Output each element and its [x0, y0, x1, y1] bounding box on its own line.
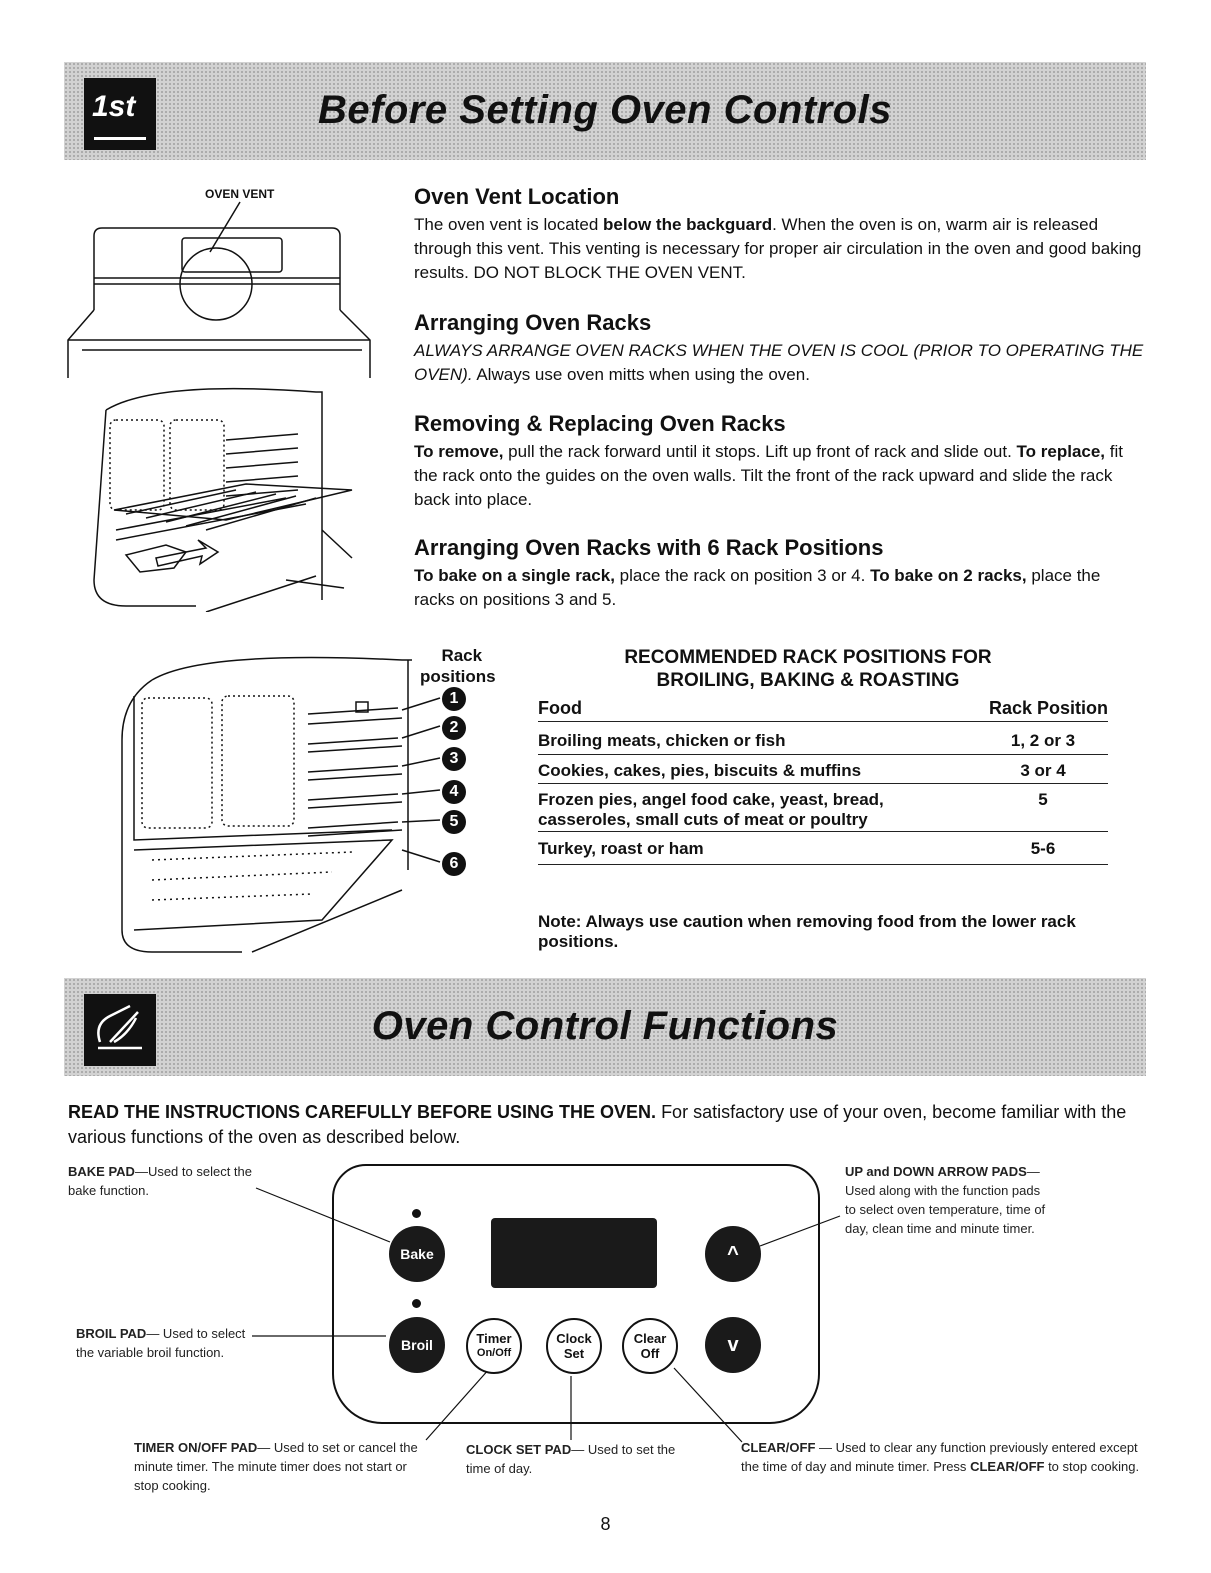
rack-label-line: positions [420, 667, 496, 686]
callout-text: — Used along with the function pads to select oven temperature, time of day, clean time and minute timer. [845, 1164, 1046, 1236]
section-body [414, 339, 1144, 387]
section-banner-before-setting [64, 62, 1146, 160]
intro-paragraph [68, 1100, 1148, 1150]
rack-number-3: 3 [442, 747, 466, 771]
display-screen [491, 1218, 657, 1288]
pad-label: Clock [556, 1331, 592, 1346]
text-run-bold: To bake on a single rack, [414, 566, 615, 585]
broil-pad-callout [76, 1324, 261, 1362]
callout-title: BROIL PAD [76, 1326, 147, 1341]
text-run: place the racks on positions 3 and 5. [414, 566, 1101, 609]
table-cell-food: Turkey, roast or ham [538, 839, 704, 858]
text-run: pull the rack forward until it stops. Lift up front of rack and slide out. [503, 442, 1017, 461]
text-run-bold: To replace, [1016, 442, 1106, 461]
callout-title: CLEAR/OFF [970, 1459, 1045, 1474]
control-panel [332, 1164, 820, 1424]
food-line: casseroles, small cuts of meat or poultry [538, 810, 868, 829]
six-rack-section [414, 535, 1144, 612]
broil-indicator-light [412, 1299, 421, 1308]
table-divider [538, 783, 1108, 784]
rack-number-6: 6 [442, 852, 466, 876]
rack-number-5: 5 [442, 810, 466, 834]
text-run: Always use oven mitts when using the oven. [472, 365, 810, 384]
broil-pad[interactable]: Broil [389, 1317, 445, 1373]
banner-title: Oven Control Functions [371, 1004, 839, 1048]
food-line: Frozen pies, angel food cake, yeast, bread, [538, 790, 884, 809]
callout-text: to stop cooking. [1044, 1459, 1140, 1474]
oven-vent-label: OVEN VENT [205, 187, 275, 201]
text-run-bold: below the backguard [603, 215, 773, 234]
callout-title: BAKE PAD [68, 1164, 135, 1179]
column-header-rack-position: Rack Position [988, 698, 1108, 718]
table-cell-food: Broiling meats, chicken or fish [538, 731, 786, 750]
text-run-bold: To bake on 2 racks, [870, 566, 1027, 585]
pad-label: Timer [476, 1331, 512, 1346]
text-run-italic: ALWAYS ARRANGE OVEN RACKS WHEN THE OVEN IS COOL (PRIOR TO OPERATING THE OVEN). [414, 341, 1144, 384]
table-divider [538, 721, 1108, 722]
table-note [538, 912, 1118, 952]
rack-label-line: Rack [441, 646, 483, 665]
callout-text: — Used to clear any function previously entered except the time of day and minute timer. Press [741, 1440, 1138, 1474]
removing-racks-section [414, 411, 1144, 512]
rack-number-1: 1 [442, 687, 466, 711]
note-line: positions. [538, 932, 619, 951]
section-heading: Arranging Oven Racks with 6 Rack Positions [414, 535, 884, 560]
table-cell-food: Cookies, cakes, pies, biscuits & muffins [538, 761, 862, 780]
arranging-racks-section [414, 310, 1144, 387]
callout-text: —Used to select the bake function. [68, 1164, 252, 1198]
rack-positions-illustration [112, 640, 442, 960]
pad-label: Off [640, 1346, 660, 1361]
table-divider [538, 831, 1108, 832]
section-body [414, 564, 1144, 612]
arrow-pads-callout [845, 1162, 1050, 1238]
text-run-bold: To remove, [414, 442, 504, 461]
pad-label: Clear [633, 1331, 667, 1346]
callout-title: UP and DOWN ARROW PADS [845, 1164, 1027, 1179]
banner-title: Before Setting Oven Controls [317, 88, 893, 132]
table-title-line: RECOMMENDED RACK POSITIONS FOR [624, 647, 992, 668]
page-number: 8 [600, 1514, 611, 1534]
table-cell-position: 3 or 4 [1020, 761, 1066, 780]
section-banner-oven-control [64, 978, 1146, 1076]
table-title-line: BROILING, BAKING & ROASTING [656, 670, 960, 691]
rack-positions-label [420, 645, 496, 687]
column-header-food: Food [538, 698, 582, 718]
intro-bold: READ THE INSTRUCTIONS CAREFULLY BEFORE USING THE OVEN. [68, 1102, 657, 1122]
intro-text: For satisfactory use of your oven, become familiar with the various functions of the oven as described below. [68, 1102, 1127, 1147]
text-run: The oven vent is located [414, 215, 604, 234]
clear-pad-callout [741, 1438, 1141, 1476]
clear-off-pad[interactable] [622, 1318, 678, 1374]
bake-indicator-light [412, 1209, 421, 1218]
bake-pad-callout [68, 1162, 268, 1200]
bake-pad[interactable]: Bake [389, 1226, 445, 1282]
section-heading: Removing & Replacing Oven Racks [414, 411, 786, 436]
table-cell-food [538, 790, 884, 830]
note-line: Note: Always use caution when removing food from the lower rack [538, 912, 1076, 931]
callout-title: CLEAR/OFF [741, 1440, 816, 1455]
section-body [414, 213, 1144, 285]
text-run: place the rack on position 3 or 4. [614, 566, 871, 585]
first-step-badge: 1st [92, 90, 136, 123]
rack-number-2: 2 [442, 716, 466, 740]
callout-title: CLOCK SET PAD [466, 1442, 572, 1457]
oven-vent-section [414, 184, 1144, 285]
clock-pad-callout [466, 1440, 696, 1478]
section-heading: Arranging Oven Racks [414, 310, 652, 335]
pad-label: Set [563, 1346, 585, 1361]
down-arrow-pad[interactable]: v [705, 1317, 761, 1373]
pad-label: On/Off [476, 1347, 512, 1359]
oven-vent-illustration [62, 200, 378, 390]
callout-text: — Used to select the variable broil function. [76, 1326, 246, 1360]
rack-table-title [538, 646, 1078, 692]
text-run: . When the oven is on, warm air is released through this vent. This venting is necessary for proper air circulation in the oven and good baking results. DO NOT BLOCK THE OVEN VENT. [414, 215, 1142, 282]
rack-removal-illustration [86, 380, 358, 612]
table-cell-position: 5-6 [1030, 839, 1056, 858]
section-body [414, 440, 1144, 512]
callout-text: — Used to set the time of day. [466, 1442, 676, 1476]
text-run: fit the rack onto the guides on the oven walls. Tilt the front of the rack upward and slide the rack back into place. [414, 442, 1123, 509]
table-cell-position: 1, 2 or 3 [1010, 731, 1076, 750]
table-divider [538, 754, 1108, 755]
callout-title: TIMER ON/OFF PAD [134, 1440, 258, 1455]
table-cell-position: 5 [1038, 790, 1048, 809]
callout-text: — Used to set or cancel the minute timer. The minute timer does not start or stop cooking. [134, 1440, 418, 1493]
timer-pad-callout [134, 1438, 432, 1495]
rack-number-4: 4 [442, 780, 466, 804]
up-arrow-pad[interactable]: ^ [705, 1226, 761, 1282]
table-divider [538, 864, 1108, 865]
timer-on-off-pad[interactable] [466, 1318, 522, 1374]
section-heading: Oven Vent Location [414, 184, 620, 209]
clock-set-pad[interactable] [546, 1318, 602, 1374]
